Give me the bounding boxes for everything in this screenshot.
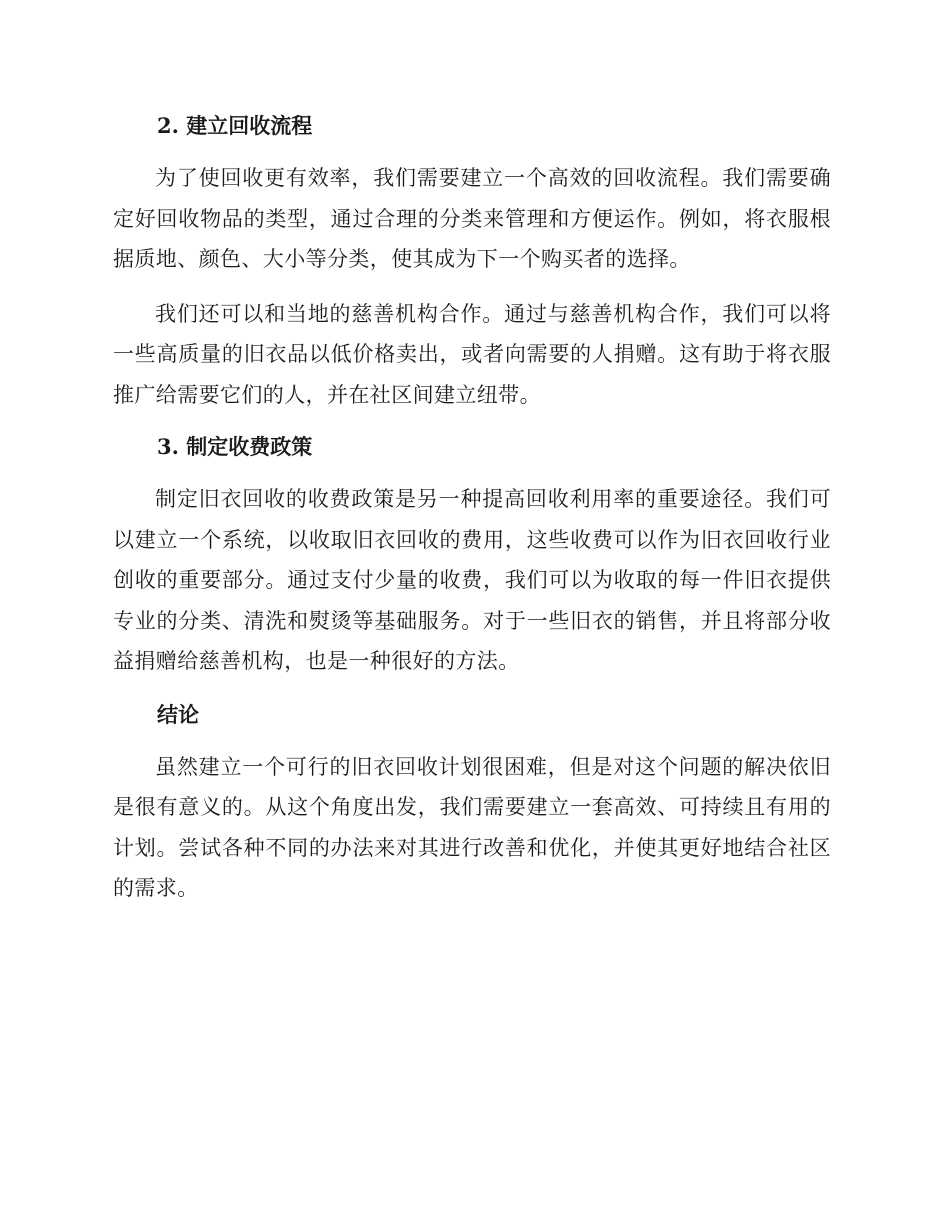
section-heading-recycle-process: 2. 建立回收流程: [157, 113, 313, 138]
section-heading-fee-policy: 3. 制定收费政策: [157, 434, 313, 459]
document-page: [113, 106, 831, 909]
paragraph-recycle-process-1: 为了使回收更有效率，我们需要建立一个高效的回收流程。我们需要确定好回收物品的类型，通过合理的分类来管理和方便运作。例如，将衣服根据质地、颜色、大小等分类，使其成为下一个购买者的选择。: [113, 166, 831, 271]
paragraph-conclusion-1: 虽然建立一个可行的旧衣回收计划很困难，但是对这个问题的解决依旧是很有意义的。从这个角度出发，我们需要建立一套高效、可持续且有用的计划。尝试各种不同的办法来对其进行改善和优化，并使其更好地结合社区的需求。: [113, 754, 831, 900]
paragraph-fee-policy-1: 制定旧衣回收的收费政策是另一种提高回收利用率的重要途径。我们可以建立一个系统，以收取旧衣回收的费用，这些收费可以作为旧衣回收行业创收的重要部分。通过支付少量的收费，我们可以为收取的每一件旧衣提供专业的分类、清洗和熨烫等基础服务。对于一些旧衣的销售，并且将部分收益捐赠给慈善机构，也是一种很好的方法。: [113, 487, 831, 673]
section-heading-conclusion: 结论: [157, 701, 199, 727]
paragraph-recycle-process-2: 我们还可以和当地的慈善机构合作。通过与慈善机构合作，我们可以将一些高质量的旧衣品以低价格卖出，或者向需要的人捐赠。这有助于将衣服推广给需要它们的人，并在社区间建立纽带。: [113, 301, 831, 407]
